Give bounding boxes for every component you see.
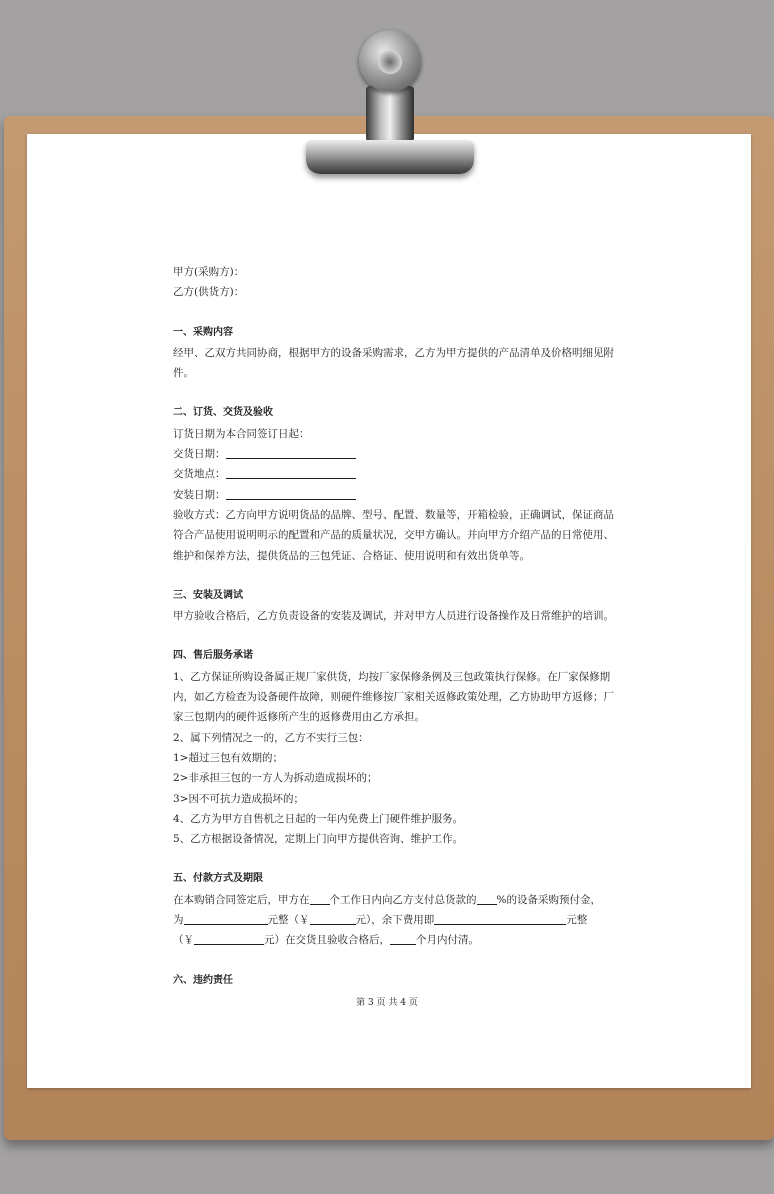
section-5-title: 五、付款方式及期限 — [173, 873, 263, 885]
party-a-label: 甲方(采购方)： — [173, 266, 245, 278]
payment-text: 为 — [173, 914, 184, 927]
payment-text: %的设备采购预付金， — [496, 893, 601, 906]
section-4-text: 3>因不可抗力造成损坏的； — [173, 792, 304, 805]
payment-blank — [194, 932, 264, 945]
payment-blank — [434, 912, 566, 925]
page-number: 第 3 页 共 4 页 — [356, 998, 418, 1008]
contract-body — [173, 262, 613, 991]
payment-text: 元整 — [566, 914, 588, 927]
section-1-text: 件。 — [173, 367, 194, 380]
clip-base — [306, 140, 474, 174]
delivery-place-label: 交货地点： — [173, 468, 226, 481]
section-2-title: 二、订货、交货及验收 — [173, 407, 273, 419]
payment-blank — [310, 912, 356, 925]
section-4-text: 2>非承担三包的一方人为拆动造成损坏的； — [173, 772, 378, 785]
clip-hole — [378, 50, 402, 74]
payment-blank — [477, 892, 497, 905]
section-4-text: 内，如乙方检查为设备硬件故障，则硬件维修按厂家相关返修政策处理，乙方协助甲方返修；厂 — [173, 691, 614, 704]
payment-text: 在本购销合同签定后，甲方在 — [173, 893, 310, 906]
payment-text: 元整（￥ — [267, 914, 310, 927]
delivery-date-label: 交货日期： — [173, 448, 226, 461]
delivery-place-row — [173, 464, 613, 484]
section-4-text: 1、乙方保证所购设备属正规厂家供货，均按厂家保修条例及三包政策执行保修。在厂家保修期 — [173, 670, 611, 683]
install-date-label: 安装日期： — [173, 488, 226, 501]
order-date-text: 订货日期为本合同签订日起： — [173, 427, 310, 440]
section-2-text: 维护和保养方法，提供货品的三包凭证、合格证、使用说明和有效出货单等。 — [173, 549, 530, 562]
payment-blank — [310, 892, 330, 905]
section-1-text: 经甲、乙双方共同协商，根据甲方的设备采购需求，乙方为甲方提供的产品清单及价格明细见附 — [173, 346, 614, 359]
install-date-blank — [226, 487, 356, 500]
section-4-title: 四、售后服务承诺 — [173, 650, 253, 662]
payment-row-3 — [173, 930, 613, 950]
delivery-place-blank — [226, 466, 356, 479]
section-2-text: 验收方式：乙方向甲方说明货品的品牌、型号、配置、数量等，开箱检验，正确调试，保证商品 — [173, 508, 614, 521]
section-4-text: 2、属下列情况之一的，乙方不实行三包： — [173, 731, 369, 744]
payment-text: 个工作日内向乙方支付总货款的 — [329, 893, 477, 906]
payment-text: 个月内付清。 — [416, 934, 479, 947]
party-b-label: 乙方(供货方)： — [173, 286, 245, 299]
clip-stem — [366, 86, 414, 142]
payment-text: 元），余下费用即 — [355, 914, 435, 927]
payment-blank — [390, 932, 416, 945]
payment-text: 元）在交货且验收合格后， — [264, 934, 390, 947]
payment-blank — [184, 912, 268, 925]
section-2-text: 符合产品使用说明明示的配置和产品的质量状况，交甲方确认。并向甲方介绍产品的日常使用、 — [173, 529, 614, 542]
section-6-title: 六、违约责任 — [173, 974, 233, 986]
section-1-title: 一、采购内容 — [173, 326, 233, 338]
section-4-text: 5、乙方根据设备情况，定期上门向甲方提供咨询、维护工作。 — [173, 833, 464, 846]
install-date-row — [173, 485, 613, 505]
delivery-date-row — [173, 444, 613, 464]
section-4-text: 1>超过三包有效期的； — [173, 751, 283, 764]
section-3-text: 甲方验收合格后，乙方负责设备的安装及调试，并对甲方人员进行设备操作及日常维护的培训。 — [173, 610, 614, 623]
payment-row-1 — [173, 890, 613, 910]
payment-row-2 — [173, 910, 613, 930]
delivery-date-blank — [226, 446, 356, 459]
section-4-text: 家三包期内的硬件返修所产生的返修费用由乙方承担。 — [173, 711, 425, 724]
section-4-text: 4、乙方为甲方自售机之日起的一年内免费上门硬件维护服务。 — [173, 812, 464, 825]
section-3-title: 三、安装及调试 — [173, 589, 243, 601]
payment-text: （￥ — [173, 934, 194, 947]
